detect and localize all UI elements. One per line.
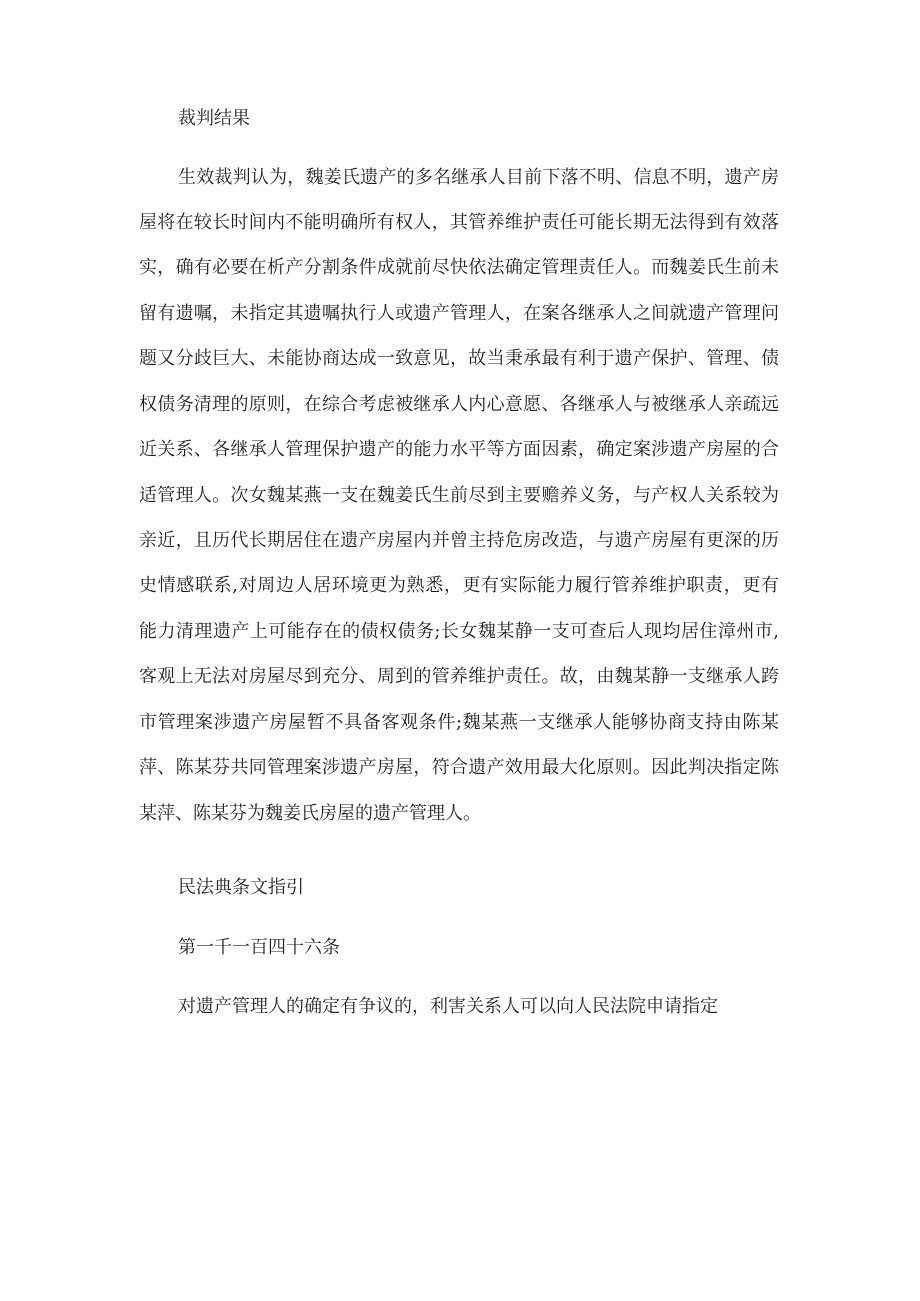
paragraph-line: 权债务清理的原则，在综合考虑被继承人内心意愿、各继承人与被继承人亲疏远 (139, 394, 779, 415)
paragraph-line: 能力清理遗产上可能存在的债权债务;长女魏某静一支可查后人现均居住漳州市, (139, 621, 779, 642)
paragraph-line: 题又分歧巨大、未能协商达成一致意见，故当秉承最有利于遗产保护、管理、债 (139, 348, 779, 369)
paragraph-line: 某萍、陈某芬为魏姜氏房屋的遗产管理人。 (139, 803, 481, 824)
paragraph-line: 实，确有必要在析产分割条件成就前尽快依法确定管理责任人。而魏姜氏生前未 (139, 257, 779, 278)
paragraph-line: 亲近，且历代长期居住在遗产房屋内并曾主持危房改造，与遗产房屋有更深的历 (139, 530, 779, 551)
section-heading-result: 裁判结果 (178, 108, 250, 129)
section-heading-guide: 民法典条文指引 (178, 877, 304, 898)
paragraph-line: 萍、陈某芬共同管理案涉遗产房屋，符合遗产效用最大化原则。因此判决指定陈 (139, 757, 779, 778)
paragraph-line: 适管理人。次女魏某燕一支在魏姜氏生前尽到主要赡养义务，与产权人关系较为 (139, 485, 779, 506)
paragraph-line: 史情感联系,对周边人居环境更为熟悉，更有实际能力履行管养维护职责，更有 (139, 575, 779, 596)
paragraph-line: 客观上无法对房屋尽到充分、周到的管养维护责任。故，由魏某静一支继承人跨 (139, 666, 779, 687)
paragraph-line: 屋将在较长时间内不能明确所有权人，其管养维护责任可能长期无法得到有效落 (139, 212, 779, 233)
paragraph-line: 市管理案涉遗产房屋暂不具备客观条件;魏某燕一支继承人能够协商支持由陈某 (139, 712, 779, 733)
paragraph-line: 生效裁判认为，魏姜氏遗产的多名继承人目前下落不明、信息不明，遗产房 (178, 167, 779, 188)
paragraph-line: 留有遗嘱，未指定其遗嘱执行人或遗产管理人，在案各继承人之间就遗产管理问 (139, 303, 779, 324)
article-text: 对遗产管理人的确定有争议的，利害关系人可以向人民法院申请指定 (178, 996, 718, 1017)
article-title: 第一千一百四十六条 (178, 937, 340, 958)
paragraph-line: 近关系、各继承人管理保护遗产的能力水平等方面因素，确定案涉遗产房屋的合 (139, 439, 779, 460)
